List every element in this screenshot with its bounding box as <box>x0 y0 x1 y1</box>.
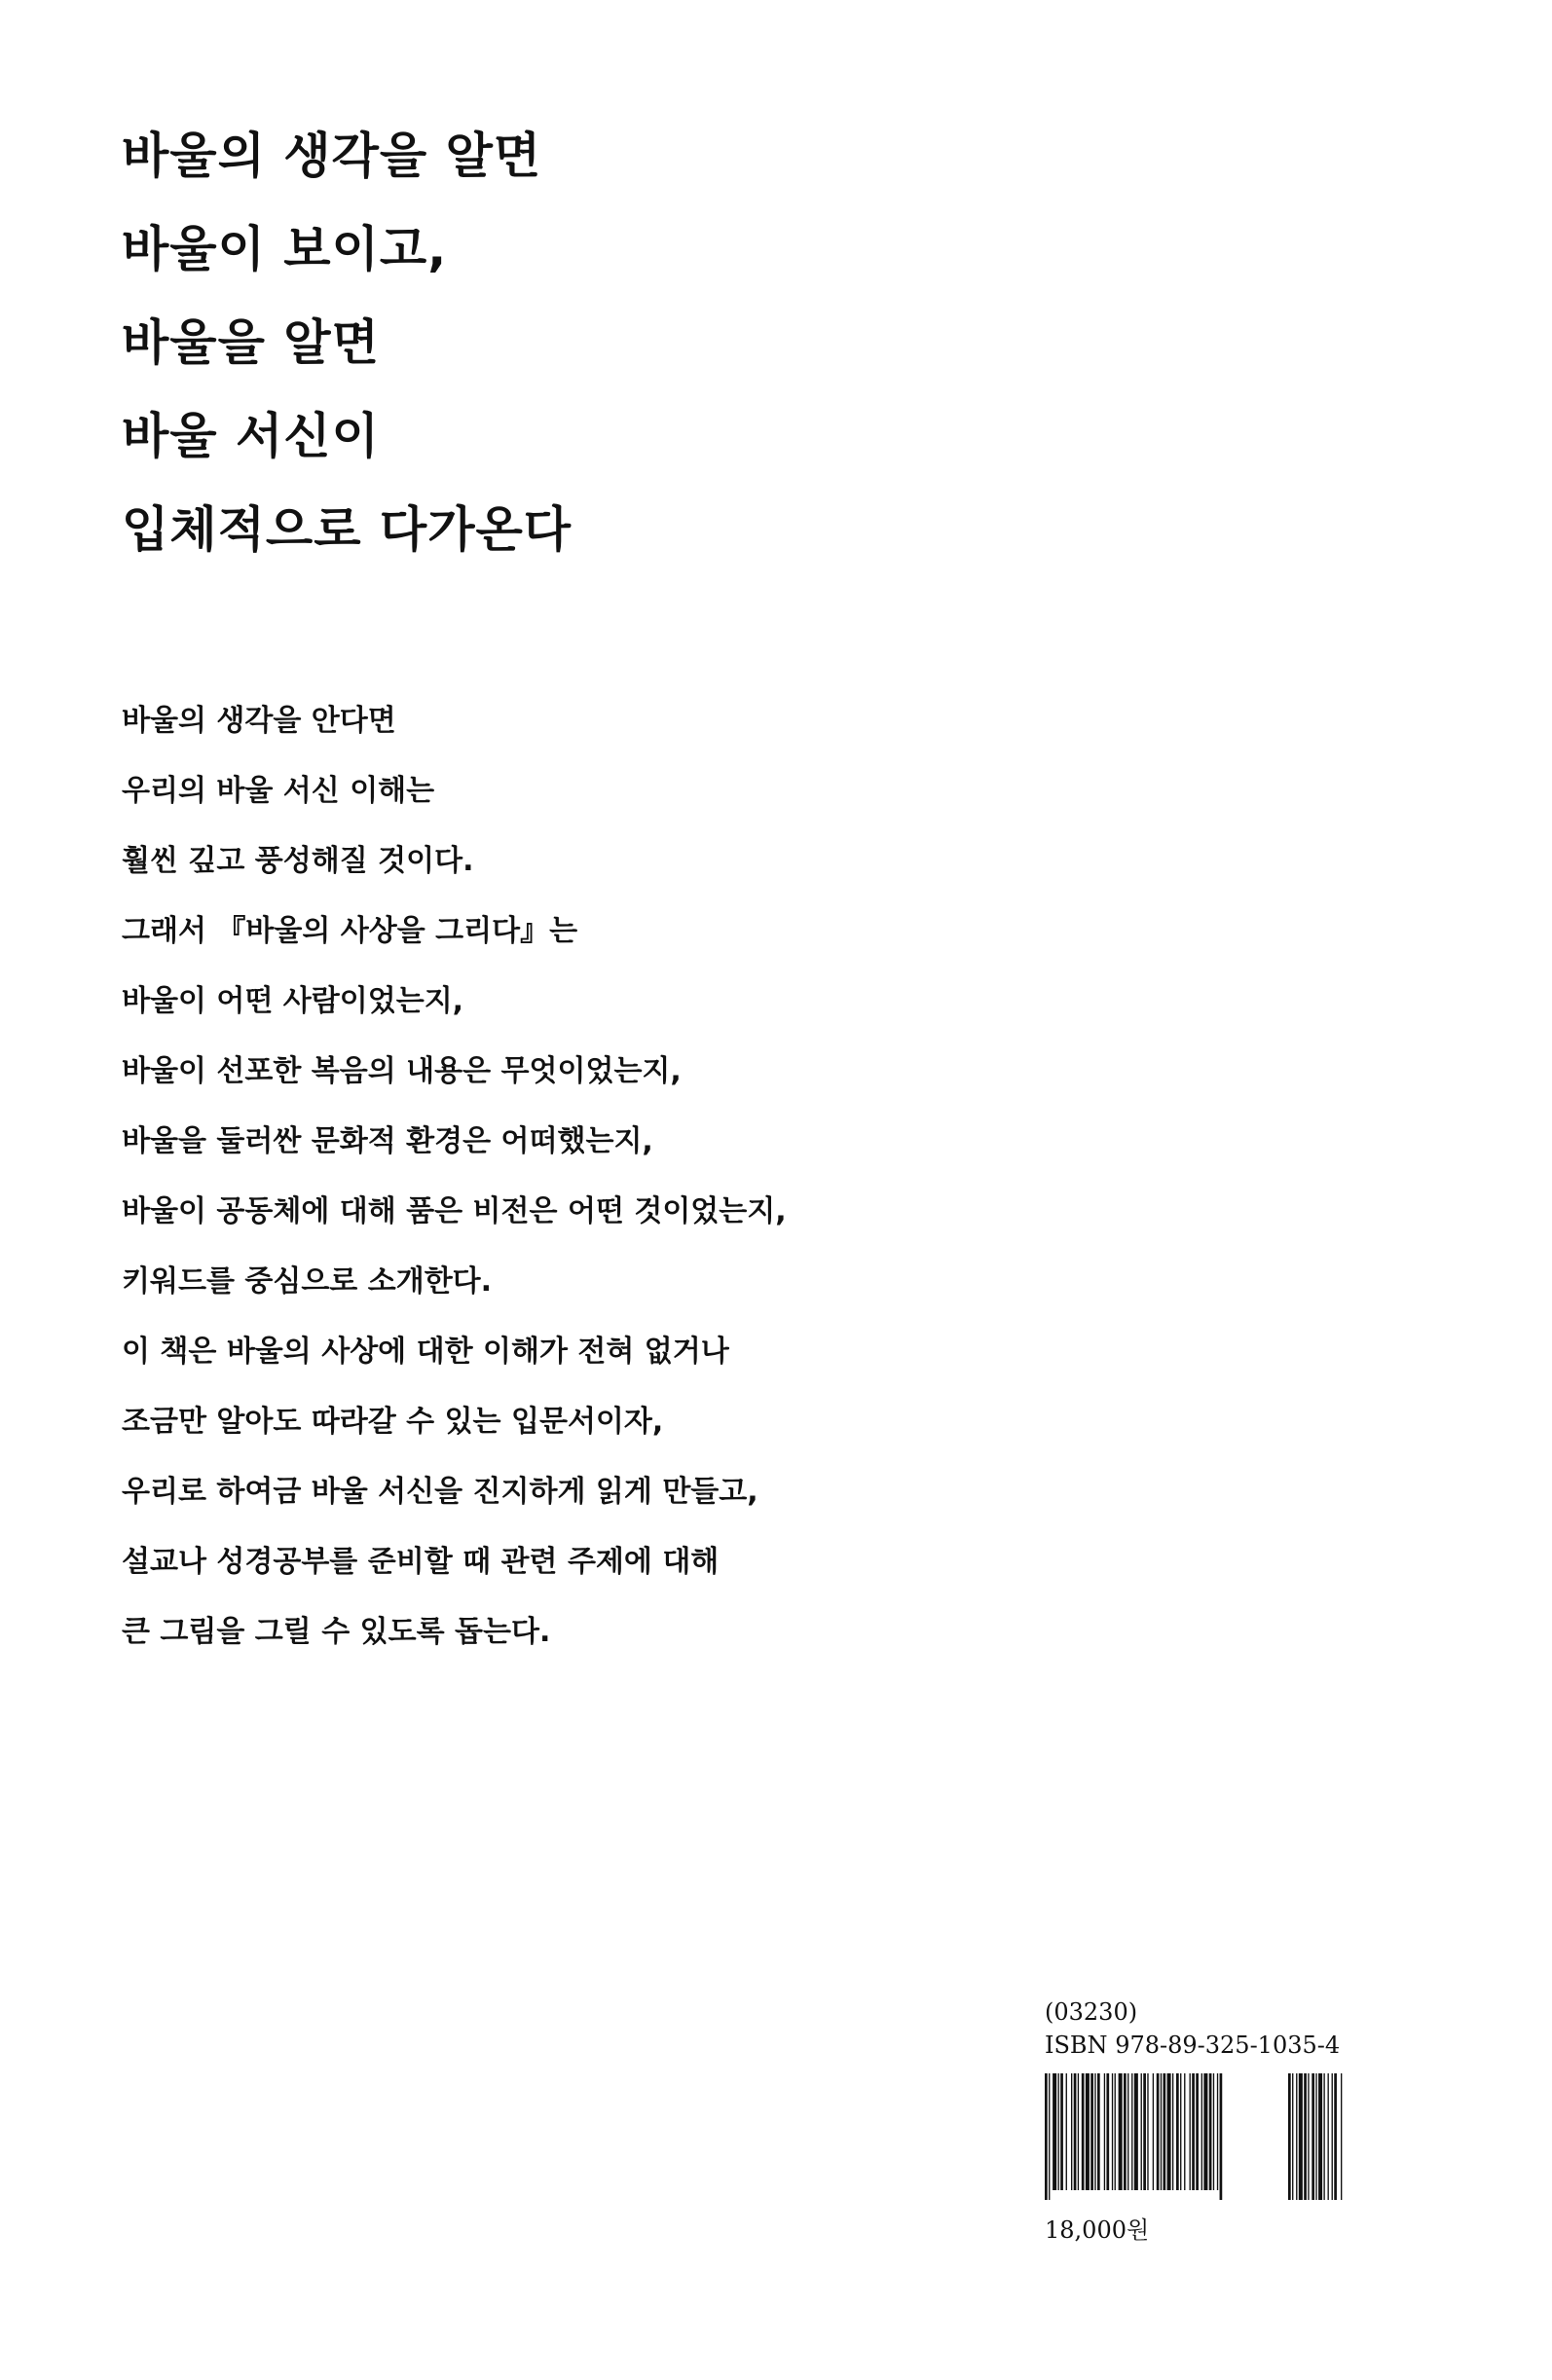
barcode-bar <box>1071 2073 1072 2190</box>
barcode-bar <box>1164 2073 1166 2190</box>
description-line: 조금만 알아도 따라갈 수 있는 입문서이자, <box>122 1405 664 1439</box>
barcode-bar <box>1134 2073 1138 2190</box>
barcode-bar <box>1192 2073 1195 2190</box>
description-line: 그래서 『바울의 사상을 그리다』는 <box>122 914 578 948</box>
isbn-barcode <box>1045 2073 1401 2200</box>
barcode-bar <box>1143 2073 1146 2190</box>
barcode-bar <box>1066 2073 1067 2190</box>
description-line: 우리로 하여금 바울 서신을 진지하게 읽게 만들고, <box>122 1475 758 1509</box>
barcode-bar <box>1157 2073 1160 2190</box>
barcode-bar <box>1315 2073 1316 2200</box>
barcode-bar <box>1147 2073 1148 2190</box>
price: 18,000원 <box>1045 2216 1150 2244</box>
barcode-bar <box>1312 2073 1314 2200</box>
barcode-bar <box>1318 2073 1322 2200</box>
barcode-bar <box>1053 2073 1056 2190</box>
description-line: 바울이 어떤 사람이었는지, <box>122 984 464 1018</box>
description-line: 바울의 생각을 안다면 <box>122 704 396 738</box>
headline-line: 바울을 알면 <box>122 314 380 371</box>
barcode-bar <box>1323 2073 1324 2200</box>
description-line: 키워드를 중심으로 소개한다. <box>122 1264 493 1299</box>
barcode-bar <box>1299 2073 1303 2200</box>
barcode-bar <box>1097 2073 1100 2190</box>
barcode-bar <box>1180 2073 1181 2190</box>
barcode-bar <box>1115 2073 1116 2190</box>
barcode-bar <box>1203 2073 1207 2190</box>
barcode-bar <box>1292 2073 1293 2200</box>
barcode-bar <box>1172 2073 1173 2190</box>
barcode-bar <box>1184 2073 1185 2190</box>
barcode-bar <box>1082 2073 1085 2190</box>
barcode-bar <box>1106 2073 1109 2190</box>
barcode-bar <box>1334 2073 1337 2200</box>
headline-line: 바울의 생각을 알면 <box>122 128 542 184</box>
book-description <box>122 686 787 1667</box>
barcode-bar <box>1176 2073 1179 2190</box>
isbn-number: ISBN 978-89-325-1035-4 <box>1045 2032 1341 2059</box>
barcode-bar <box>1167 2073 1171 2190</box>
barcode-bar <box>1209 2073 1212 2190</box>
barcode-bar <box>1049 2073 1050 2200</box>
barcode-bar <box>1094 2073 1095 2190</box>
description-line: 바울이 공동체에 대해 품은 비전은 어떤 것이었는지, <box>122 1194 787 1228</box>
description-line: 큰 그림을 그릴 수 있도록 돕는다. <box>122 1615 551 1649</box>
barcode-bar <box>1124 2073 1127 2190</box>
barcode-bar <box>1104 2073 1105 2190</box>
barcode-bar <box>1288 2073 1291 2200</box>
barcode-bar <box>1328 2073 1329 2200</box>
barcode-bar <box>1119 2073 1123 2190</box>
barcode-bar <box>1074 2073 1077 2190</box>
barcode-bar <box>1190 2073 1191 2190</box>
barcode-bar <box>1127 2073 1128 2190</box>
category-code: (03230) <box>1045 1998 1138 2026</box>
headline-line: 입체적으로 다가온다 <box>122 501 573 558</box>
barcode-bar <box>1086 2073 1090 2190</box>
barcode-bar <box>1045 2073 1048 2200</box>
description-line: 설교나 성경공부를 준비할 때 관련 주제에 대해 <box>122 1545 720 1579</box>
barcode-bar <box>1112 2073 1113 2190</box>
barcode-bar <box>1304 2073 1307 2200</box>
barcode-bar <box>1296 2073 1297 2200</box>
headline-line: 바울이 보이고, <box>122 221 448 277</box>
headline <box>122 109 572 576</box>
barcode-bar <box>1332 2073 1333 2200</box>
barcode-bar <box>1201 2073 1202 2190</box>
barcode-bar <box>1161 2073 1162 2190</box>
description-line: 훨씬 깊고 풍성해질 것이다. <box>122 844 474 878</box>
description-line: 바울이 선포한 복음의 내용은 무엇이었는지, <box>122 1054 682 1088</box>
barcode-bar <box>1060 2073 1063 2190</box>
barcode-bar <box>1058 2073 1059 2190</box>
barcode-bar <box>1141 2073 1142 2190</box>
barcode-bar <box>1213 2073 1214 2190</box>
barcode-bar <box>1341 2073 1342 2200</box>
barcode-bar <box>1131 2073 1132 2190</box>
barcode-bar <box>1217 2073 1218 2190</box>
description-line: 이 책은 바울의 사상에 대한 이해가 전혀 없거나 <box>122 1335 729 1369</box>
description-line: 바울을 둘러싼 문화적 환경은 어떠했는지, <box>122 1124 653 1158</box>
publication-info <box>1045 1996 1415 2247</box>
barcode-bar <box>1220 2073 1223 2200</box>
barcode-bar <box>1153 2073 1154 2190</box>
barcode-bar <box>1308 2073 1309 2200</box>
barcode-bar <box>1090 2073 1093 2190</box>
description-line: 우리의 바울 서신 이해는 <box>122 774 435 808</box>
barcode-bar <box>1196 2073 1199 2190</box>
headline-line: 바울 서신이 <box>122 408 380 464</box>
barcode-bar <box>1078 2073 1079 2190</box>
